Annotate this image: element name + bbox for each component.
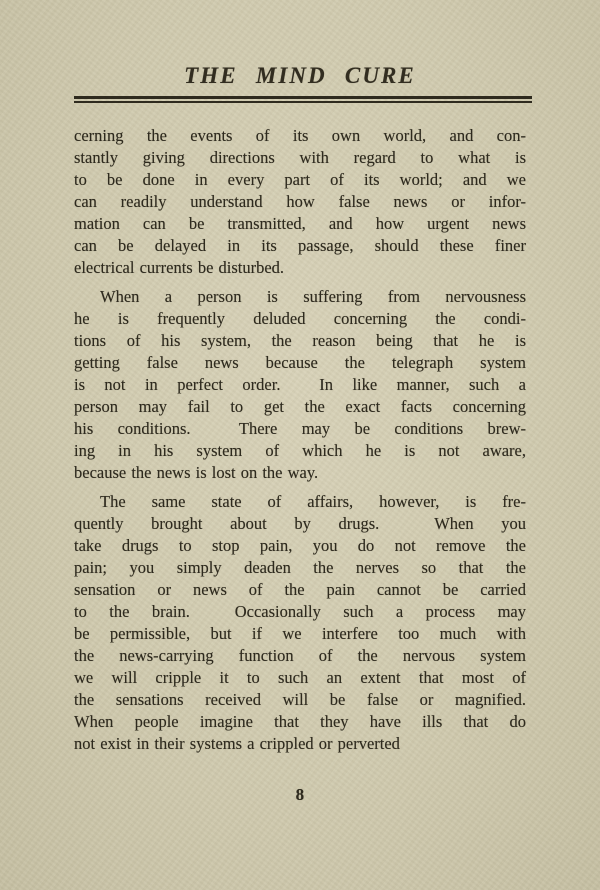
- page-title: THE MIND CURE: [184, 63, 416, 88]
- text-line: pain; you simply deaden the nerves so that the: [74, 558, 526, 577]
- text-line: ing in his system of which he is not aware,: [74, 441, 526, 460]
- paragraph: [74, 286, 526, 484]
- text-line: stantly giving directions with regard to what is: [74, 148, 526, 167]
- text-line: mation can be transmitted, and how urgent news: [74, 214, 526, 233]
- paragraph: [74, 491, 526, 755]
- title-double-rule: [74, 96, 532, 103]
- page-number: 8: [295, 785, 305, 804]
- text-line: to the brain. Occasionally such a process may: [74, 602, 526, 621]
- text-line: he is frequently deluded concerning the condi-: [74, 309, 526, 328]
- text-line: the news-carrying function of the nervous system: [74, 646, 526, 665]
- text-line: take drugs to stop pain, you do not remove the: [74, 536, 526, 555]
- text-line: the sensations received will be false or magnified.: [74, 690, 526, 709]
- text-line: because the news is lost on the way.: [74, 463, 319, 482]
- text-line: quently brought about by drugs. When you: [74, 514, 526, 533]
- text-line: we will cripple it to such an extent that most of: [74, 668, 526, 687]
- text-line: tions of his system, the reason being that he is: [74, 331, 526, 350]
- text-line: When people imagine that they have ills that do: [74, 712, 526, 731]
- text-line: electrical currents be disturbed.: [74, 258, 285, 277]
- page-content: [74, 0, 526, 805]
- text-line: person may fail to get the exact facts concerning: [74, 397, 526, 416]
- text-line: cerning the events of its own world, and con-: [74, 126, 526, 145]
- text-line: to be done in every part of its world; and we: [74, 170, 526, 189]
- text-line: can readily understand how false news or infor-: [74, 192, 526, 211]
- text-line: his conditions. There may be conditions brew-: [74, 419, 526, 438]
- text-line: be permissible, but if we interfere too much with: [74, 624, 526, 643]
- text-line: sensation or news of the pain cannot be carried: [74, 580, 526, 599]
- text-line: When a person is suffering from nervousness: [100, 287, 526, 306]
- text-line: is not in perfect order. In like manner, such a: [74, 375, 526, 394]
- text-line: getting false news because the telegraph system: [74, 353, 526, 372]
- text-line: not exist in their systems a crippled or perverted: [74, 734, 400, 753]
- text-line: The same state of affairs, however, is fre-: [100, 492, 526, 511]
- page-text: [74, 125, 526, 755]
- text-line: can be delayed in its passage, should these finer: [74, 236, 526, 255]
- paragraph: [74, 125, 526, 279]
